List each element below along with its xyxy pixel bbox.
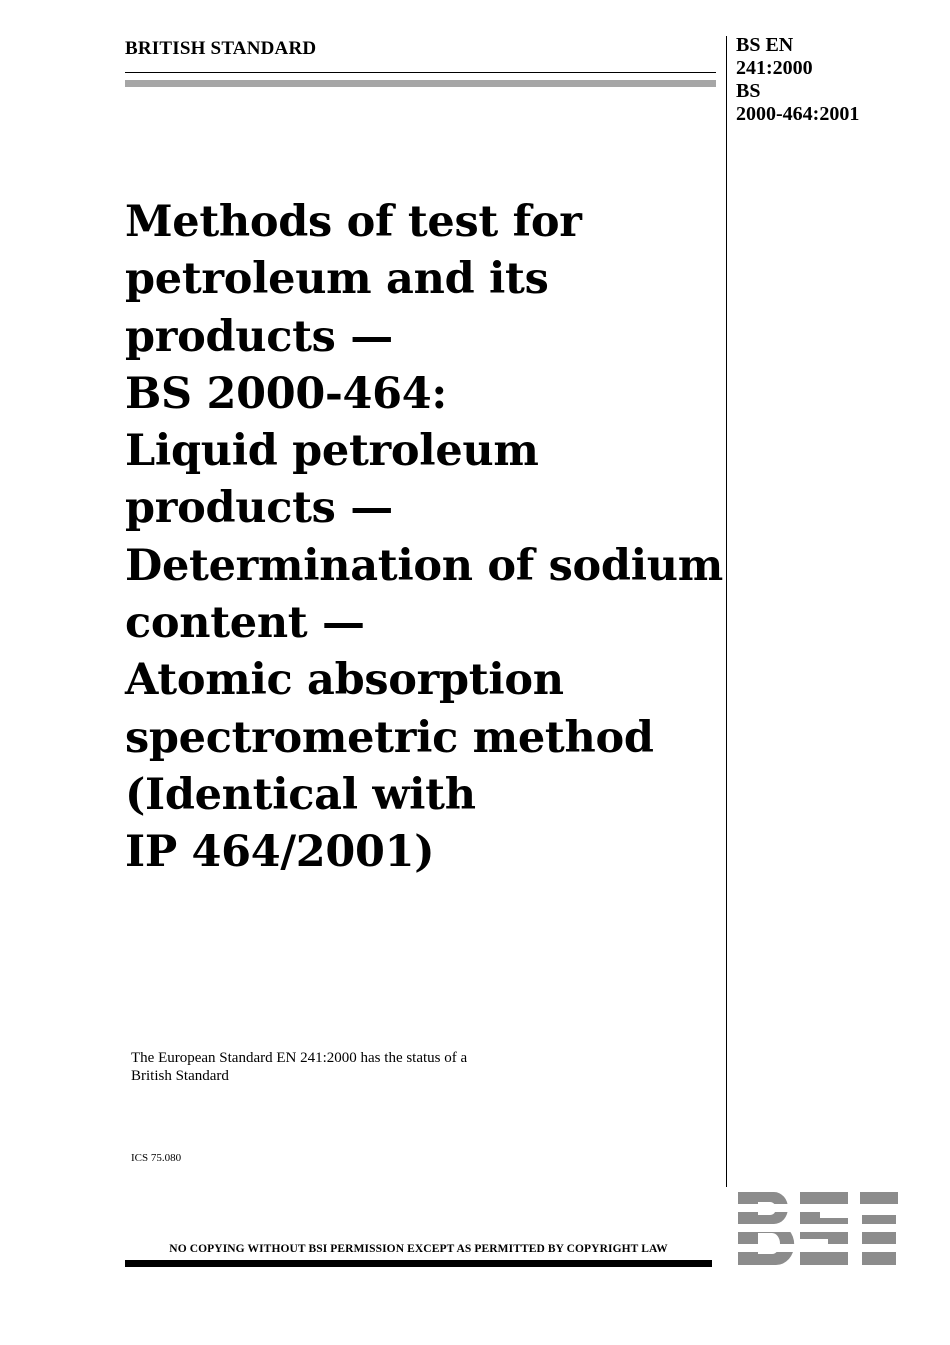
title-line: (Identical with — [125, 769, 476, 820]
title-line: content — — [125, 598, 365, 649]
footer-rule — [125, 1260, 712, 1267]
title-line: products — — [125, 311, 393, 362]
header-thin-rule — [125, 72, 716, 73]
status-note-line: The European Standard EN 241:2000 has the status of a — [131, 1050, 468, 1066]
standard-number-line: BS — [736, 80, 761, 102]
title-line: spectrometric method — [125, 712, 654, 763]
vertical-divider — [726, 36, 727, 1187]
document-title — [125, 194, 723, 882]
title-line: Atomic absorption — [125, 655, 564, 706]
title-line: BS 2000-464: — [125, 368, 447, 419]
ics-code: ICS 75.080 — [131, 1152, 182, 1164]
standard-number-line: 241:2000 — [736, 57, 813, 79]
standard-numbers — [736, 34, 859, 126]
header-thick-rule — [125, 80, 716, 87]
status-note — [131, 1049, 551, 1085]
standard-number-line: 2000-464:2001 — [736, 103, 860, 125]
document-type-label: BRITISH STANDARD — [125, 38, 317, 59]
status-note-line: British Standard — [131, 1068, 229, 1084]
title-line: Liquid petroleum — [125, 426, 539, 477]
title-line: products — — [125, 483, 393, 534]
standard-number-line: BS EN — [736, 34, 794, 56]
title-line: IP 464/2001) — [125, 827, 435, 878]
title-line: Methods of test for — [125, 197, 582, 247]
copyright-notice: NO COPYING WITHOUT BSI PERMISSION EXCEPT AS PERMITTED BY COPYRIGHT LAW — [169, 1243, 668, 1255]
title-line: petroleum and its — [125, 254, 549, 305]
title-line: Determination of sodium — [125, 540, 723, 591]
bsi-logo — [736, 1192, 900, 1267]
